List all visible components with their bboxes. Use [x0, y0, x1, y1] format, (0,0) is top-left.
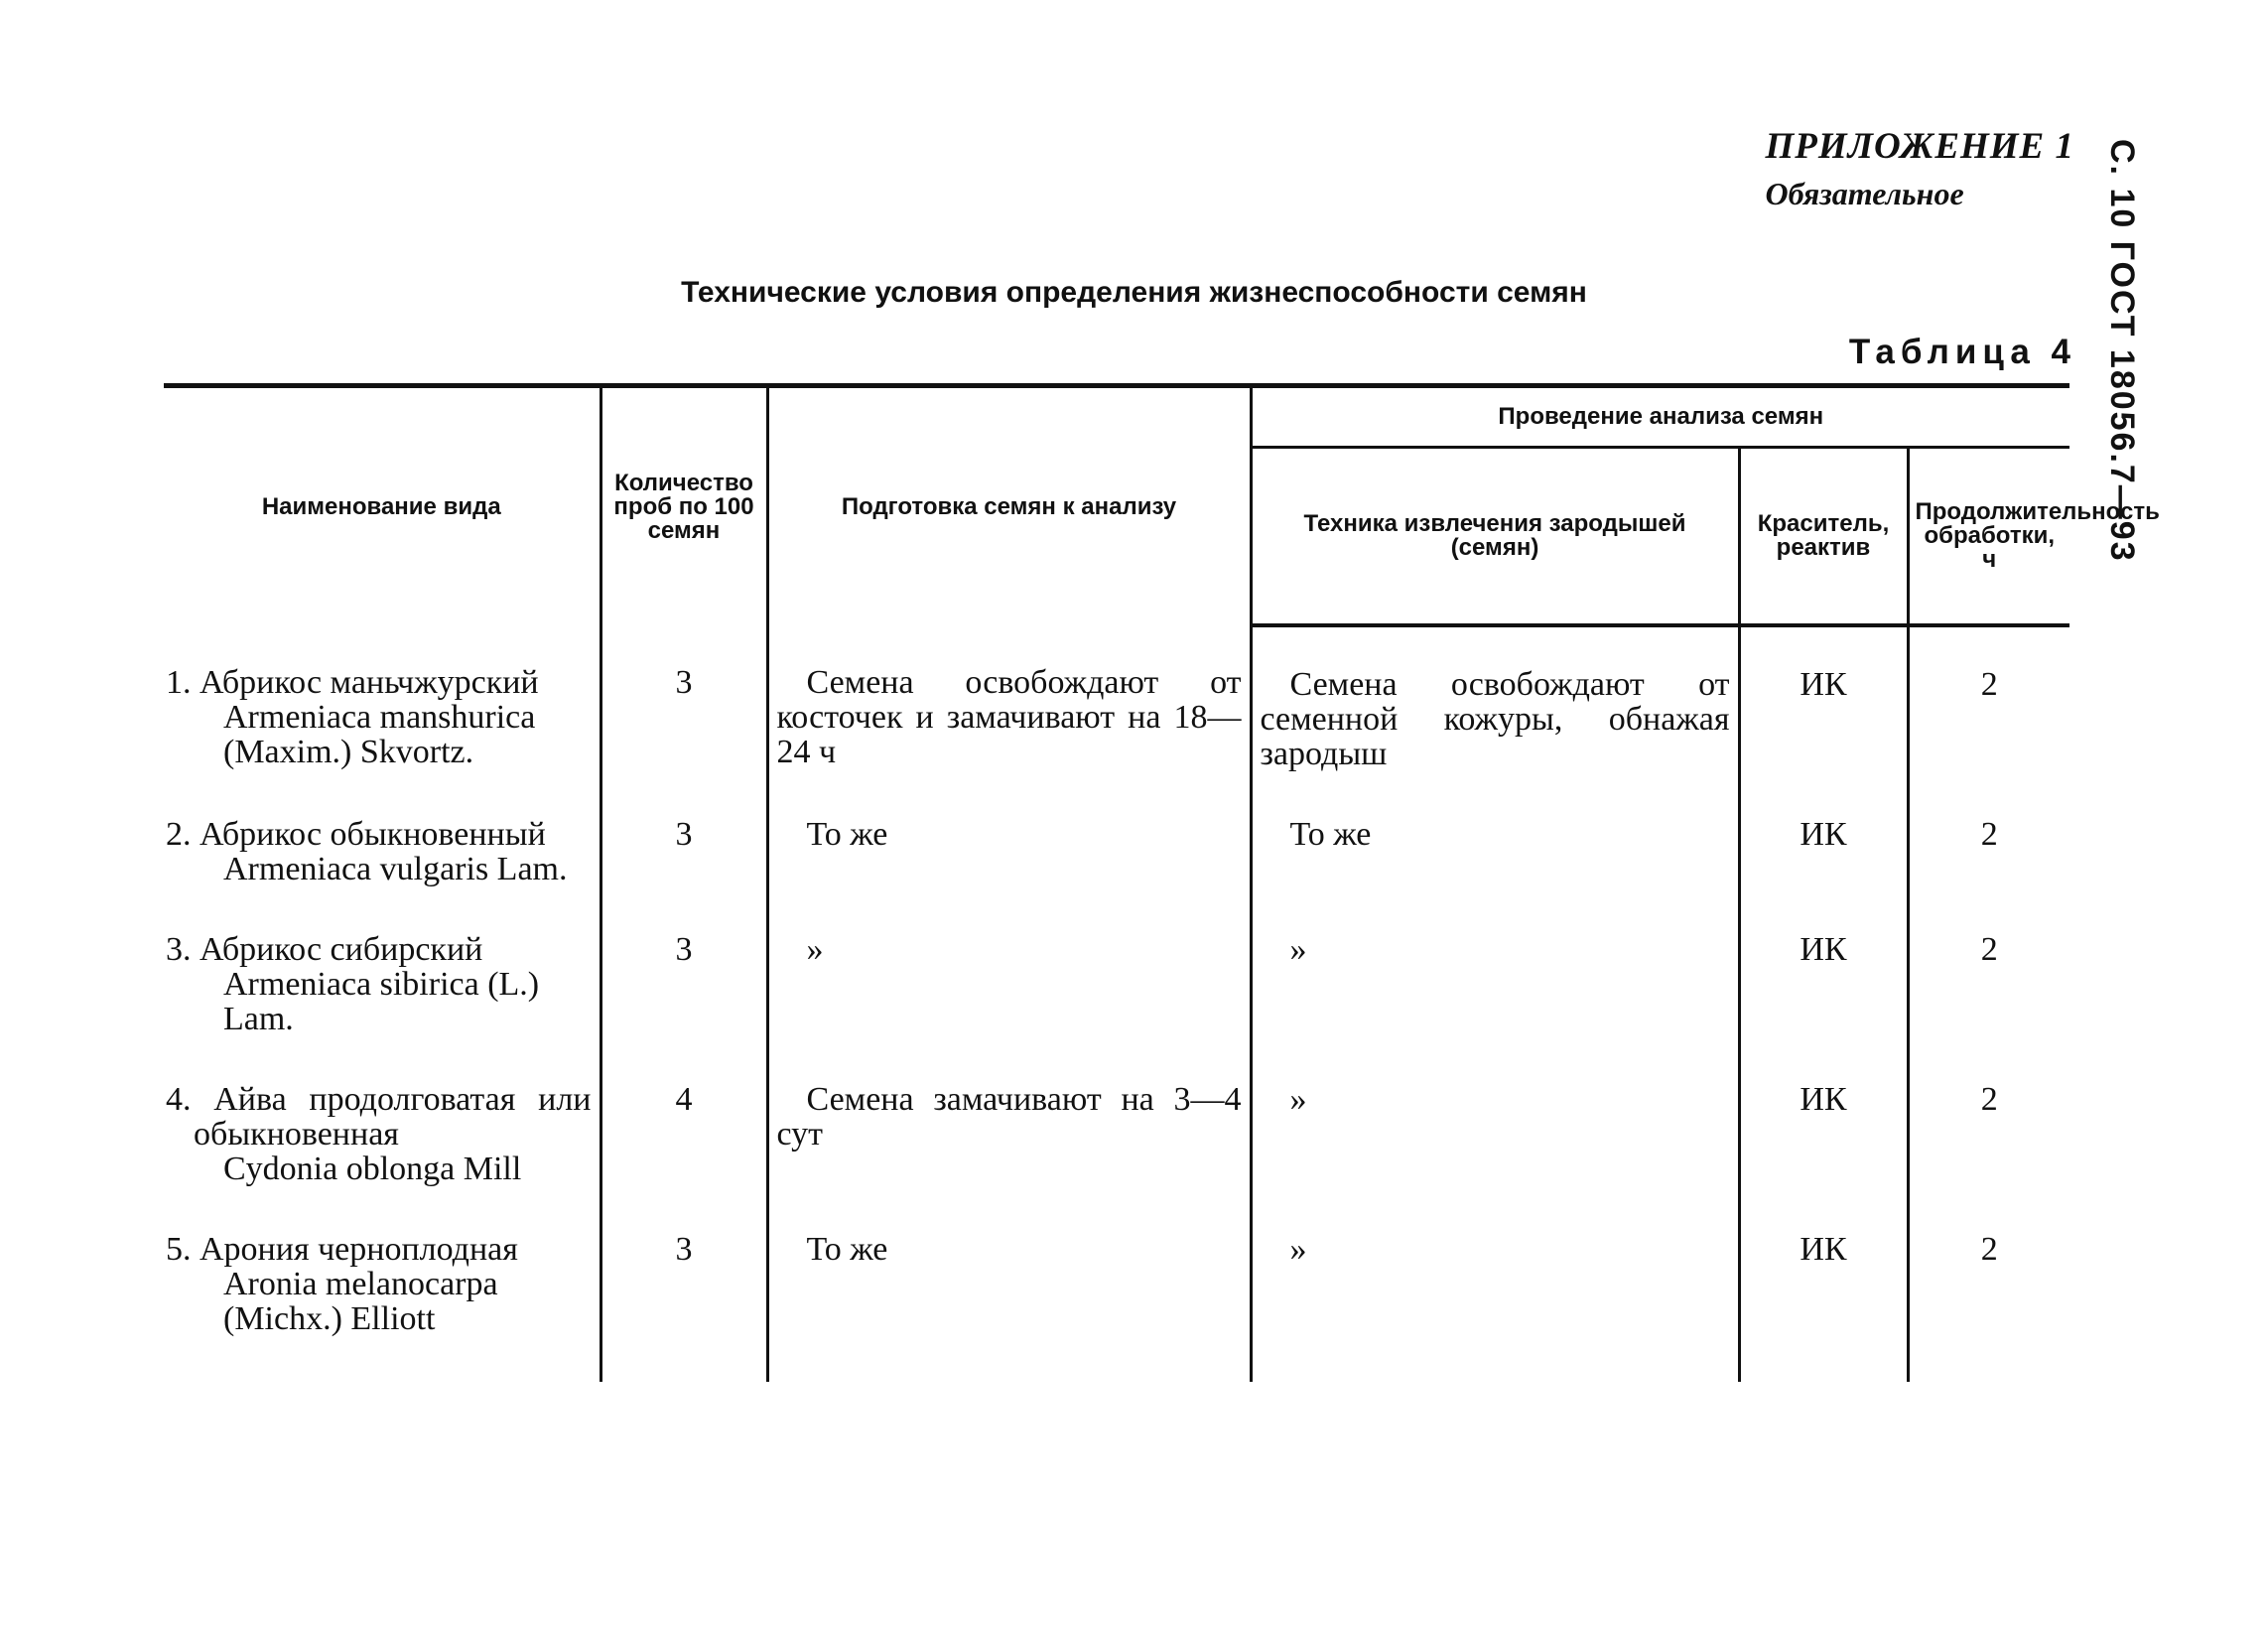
table-label: Таблица 4: [1848, 333, 2076, 371]
species-cell: [164, 932, 600, 1082]
sample-count: 3: [600, 625, 767, 817]
sample-count: 4: [600, 1082, 767, 1232]
column-group-analysis: Проведение анализа семян: [1251, 386, 2069, 448]
table-row: [164, 625, 2069, 817]
sample-count: 3: [600, 817, 767, 932]
species-name: 1. Абрикос маньчжурский: [166, 664, 539, 701]
species-latin: Armeniaca sibirica (L.) Lam.: [223, 966, 540, 1037]
species-latin: Armeniaca vulgaris Lam.: [223, 851, 568, 887]
dye-cell: ИК: [1739, 932, 1908, 1082]
appendix-status: Обязательное: [1765, 176, 1964, 211]
species-name: 4. Айва продолговатая или обыкновенная: [166, 1081, 592, 1153]
sample-count: 3: [600, 932, 767, 1082]
column-header-count: Количество проб по 100 семян: [600, 386, 767, 626]
species-latin: Cydonia oblonga Mill: [223, 1151, 522, 1187]
preparation-cell: То же: [767, 817, 1251, 932]
dye-cell: ИК: [1739, 1082, 1908, 1232]
table-row: [164, 1082, 2069, 1232]
species-latin: Armeniaca manshurica (Maxim.) Skvortz.: [223, 699, 536, 770]
duration-cell: 2: [1908, 1232, 2069, 1382]
column-header-name: Наименование вида: [164, 386, 600, 626]
page-running-header: С. 10 ГОСТ 18056.7—93: [2103, 139, 2141, 563]
dye-cell: ИК: [1739, 1232, 1908, 1382]
species-name: 2. Абрикос обыкновенный: [166, 816, 546, 853]
column-header-technique: Техника извлечения зародышей (семян): [1251, 448, 1739, 626]
species-cell: [164, 625, 600, 817]
document-title: Технические условия определения жизнеспособности семян: [681, 276, 1587, 309]
duration-cell: 2: [1908, 932, 2069, 1082]
dye-cell: ИК: [1739, 817, 1908, 932]
species-cell: [164, 1232, 600, 1382]
species-name: 5. Арония черноплодная: [166, 1231, 518, 1268]
duration-cell: 2: [1908, 625, 2069, 817]
technique-cell: То же: [1251, 817, 1739, 932]
species-cell: [164, 1082, 600, 1232]
table-row: [164, 1232, 2069, 1382]
column-header-preparation: Подготовка семян к анализу: [767, 386, 1251, 626]
table-row: [164, 817, 2069, 932]
duration-cell: 2: [1908, 817, 2069, 932]
technique-cell: Семена освобождают от семенной кожуры, обнажая зародыш: [1251, 625, 1739, 817]
appendix-heading: [1766, 125, 2075, 212]
seed-viability-table: [164, 383, 2160, 1382]
preparation-cell: Семена замачивают на 3—4 сут: [767, 1082, 1251, 1232]
column-header-duration: Продолжительность обработки, ч: [1908, 448, 2069, 626]
dye-cell: ИК: [1739, 625, 1908, 817]
duration-cell: 2: [1908, 1082, 2069, 1232]
preparation-cell: »: [767, 932, 1251, 1082]
column-header-dye: Краситель, реактив: [1739, 448, 1908, 626]
preparation-cell: То же: [767, 1232, 1251, 1382]
technique-cell: »: [1251, 1232, 1739, 1382]
species-name: 3. Абрикос сибирский: [166, 931, 483, 968]
technique-cell: »: [1251, 932, 1739, 1082]
species-cell: [164, 817, 600, 932]
table-row: [164, 932, 2069, 1082]
appendix-number: ПРИЛОЖЕНИЕ 1: [1765, 126, 2074, 167]
technique-cell: »: [1251, 1082, 1739, 1232]
sample-count: 3: [600, 1232, 767, 1382]
preparation-cell: Семена освобождают от косточек и замачивают на 18—24 ч: [767, 625, 1251, 817]
species-latin: Aronia melanocarpa (Michx.) Elliott: [223, 1266, 498, 1337]
